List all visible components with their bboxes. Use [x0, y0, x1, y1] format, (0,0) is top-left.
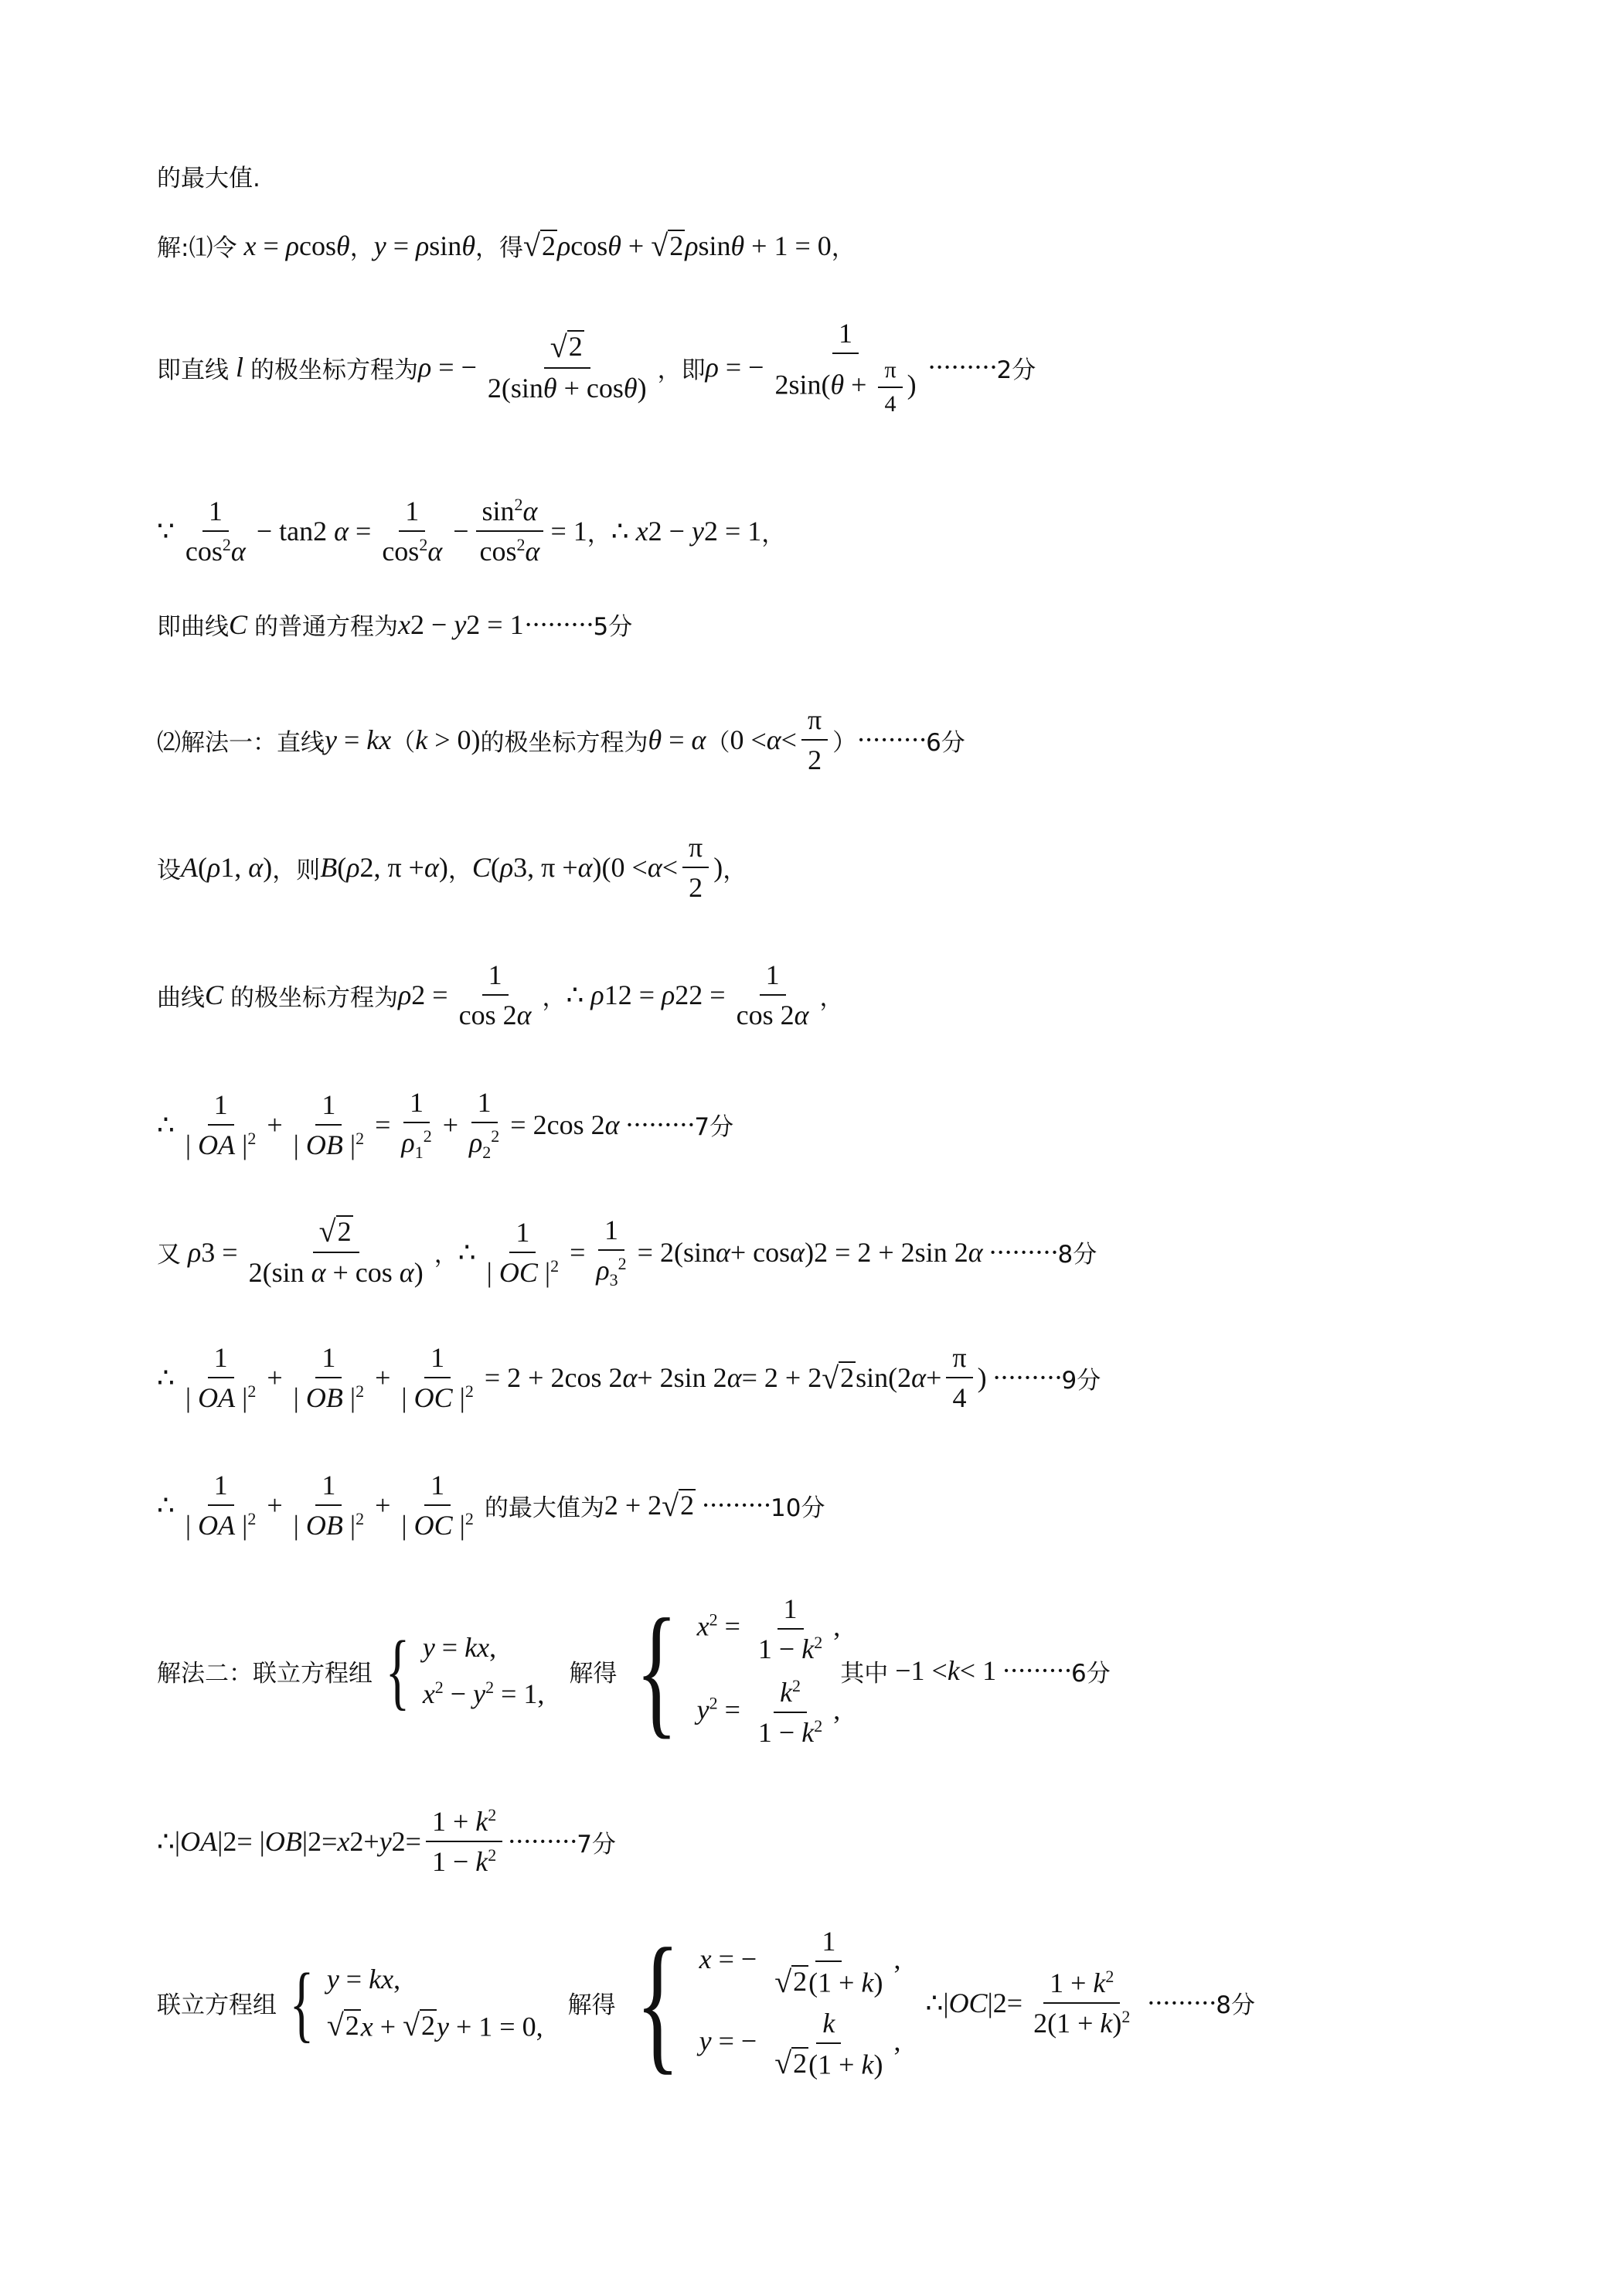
part2-method2-line3: 联立方程组 { y = kx, √ 2 x + √ 2 y + 1 = 0, 解得 { x = − 1 √ 2 (1 + k) , y = − k √ 2 (1 + k) , ∴| OC | 2 = $\frac{1 + k^2}{2(1 + k)^2}$ ········· 8分 [157, 1916, 1256, 2088]
part2-method2-line2: ∴| OA | 2 = | OB | 2 = x 2 + y 2 = $\frac{1 + k^2}{1 - k^2}$ ········· 7分 [157, 1805, 616, 1877]
score: 2分 [996, 356, 1036, 384]
part2-line5: 又 ρ 3 = √ 2 2(sin α + cos α) ， ∴ $\frac{1}{| OC |^2}$ = $\frac{1}{\rho_3^2}$ = 2(sin α + cos α ) 2 = 2 + 2sin 2 α ········· 8分 [157, 1214, 1097, 1290]
score: 7分 [694, 1113, 734, 1142]
part2-line2: 设 A ( ρ 1 , α ) ，则 B ( ρ 2 , π + α ) ， C ( ρ 3 , π + α )(0 < α < $\frac{\pi}{2}$ ) ， [157, 832, 747, 903]
score: 7分 [577, 1830, 616, 1858]
fraction: 1 2sin(θ + $\frac{\pi}{4}$ ) [774, 318, 917, 417]
watermark [1037, 1102, 1104, 1188]
score: 10分 [771, 1494, 825, 1522]
score: 6分 [1071, 1659, 1111, 1688]
part2-line1: ⑵解法一：直线 y = kx （ k > 0) 的极坐标方程为 θ = α （ 0 < α < $\frac{\pi}{2}$ ） ········· 6分 [157, 704, 965, 775]
intro-line [157, 158, 260, 193]
part2-line4: ∴ $\frac{1}{| OA |^2}$ + $\frac{1}{| OB |^2}$ = $\frac{1}{\rho_1^2}$ + $\frac{1}{\rho_2^2}$ = 2cos 2 α ········· 7分 [157, 1087, 734, 1163]
part1-line1: 解:⑴令 x = ρ cos θ ， y = ρ sin θ ，得 √ 2 ρ cos θ + √ 2 ρ sin θ + 1 = 0 ， [157, 228, 856, 264]
part1-line3: ∵ $\frac{1}{\cos^2\alpha}$ − tan 2 α = $\frac{1}{\cos^2\alpha}$ − $\frac{\sin^2\alpha}{\cos^2\alpha}$ = 1 ， ∴ x 2 − y 2 = 1 ， [157, 495, 786, 567]
score: 8分 [1057, 1241, 1097, 1269]
part2-method2: 解法二：联立方程组 { y = kx, $x^2 - y^2 = 1$, 解得 { $x^2$ = $\frac{1}{1 - k^2}$ , $y^2$ = $\frac{k^2}{1 - k^2}$ , 其中 −1 < k < 1 ········· 6分 [157, 1589, 1111, 1752]
intro-text: 的最大值. [157, 165, 260, 192]
part2-line6: ∴ $\frac{1}{| OA |^2}$ + $\frac{1}{| OB |^2}$ + $\frac{1}{| OC |^2}$ = 2 + 2cos 2 α + 2sin 2 α = 2 + 2 √ 2 sin(2 α + $\frac{\pi}{4}$ ) ········· 9分 [157, 1342, 1101, 1413]
part1-line4: 即曲线 C 的普通方程为 x 2 − y 2 = 1 ········· 5分 [157, 607, 632, 642]
score: 6分 [926, 728, 965, 757]
score: 9分 [1061, 1366, 1101, 1395]
fraction: √ 2 2(sinθ + cosθ) [487, 329, 647, 404]
part1-line2: 即直线 l 的极坐标方程为 ρ = − √ 2 2(sinθ + cosθ) ，即 ρ = − 1 2sin(θ + $\frac{\pi}{4}$ ) ········· 2分 [157, 318, 1036, 417]
score: 5分 [593, 613, 633, 641]
part2-line3: 曲线 C 的极坐标方程为 ρ 2 = $\frac{1}{\cos 2\alpha}$ ， ∴ ρ 1 2 = ρ 2 2 = $\frac{1}{\cos 2\alpha}$ ， [157, 959, 844, 1030]
part2-line7: ∴ $\frac{1}{| OA |^2}$ + $\frac{1}{| OB |^2}$ + $\frac{1}{| OC |^2}$ 的最大值为 2 + 2 √ 2 ········· 10分 [157, 1470, 825, 1541]
score: 8分 [1216, 1991, 1256, 2020]
